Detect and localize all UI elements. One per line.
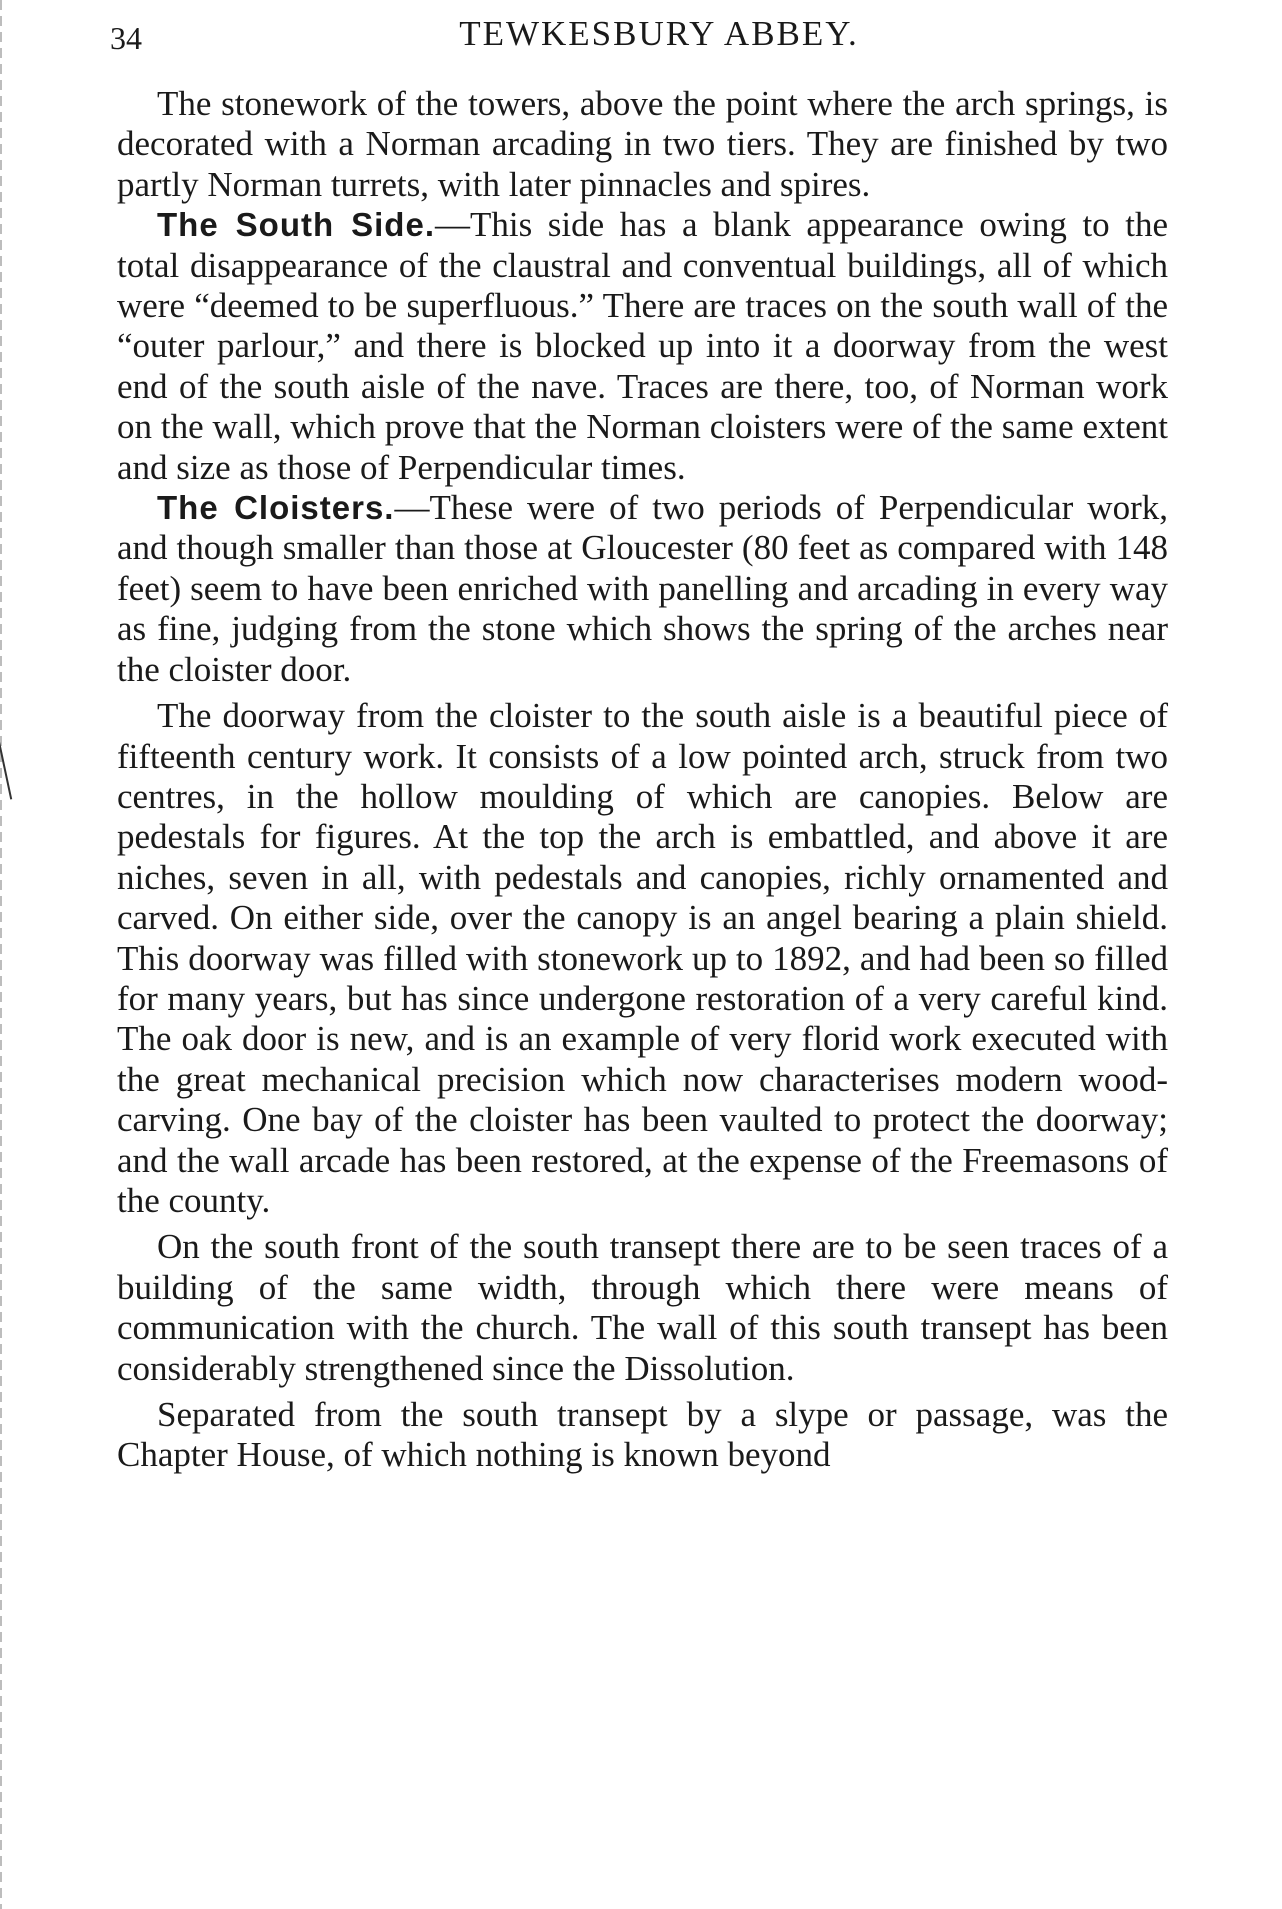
page-header xyxy=(110,6,1168,62)
page-edge xyxy=(0,0,2,1909)
paragraph-text: —This side has a blank appearance owing to the total disappearance of the claustral and conventual buildings, all of which were “deemed to be superfluous.” There are traces on the south wall of the “outer parlour,” and there is blocked up into it a doorway from the west end of the south aisle of the nave. Traces are there, too, of Norman work on the wall, which prove that the Norman cloisters were of the same extent and size as those of Perpendicular times. xyxy=(117,205,1168,487)
paragraph-cloisters xyxy=(117,488,1168,690)
paragraph-text: —These were of two periods of Perpendicular work, and though smaller than those at Gloucester (80 feet as compared with 148 feet) seem to have been enriched with panelling and arcading in every way as fine, judging from the stone which shows the spring of the arches near the cloister door. xyxy=(117,488,1168,689)
running-title: TEWKESBURY ABBEY. xyxy=(459,14,859,53)
section-heading: The South Side. xyxy=(157,206,435,244)
paragraph-text: Separated from the south transept by a slype or passage, was the Chapter House, of which nothing is known beyond xyxy=(117,1395,1168,1475)
paragraph-text: The doorway from the cloister to the south aisle is a beautiful piece of fifteenth century work. It consists of a low pointed arch, struck from two centres, in the hollow moulding of which are canopies. Below are pedestals for figures. At the top the arch is embattled, and above it are niches, seven in all, with pedestals and canopies, richly ornamented and carved. On either side, over the canopy is an angel bearing a plain shield. This doorway was filled with stonework up to 1892, and had been so filled for many years, but has since undergone restoration of a very careful kind. The oak door is new, and is an example of very florid work executed with the great mechanical precision which now characterises modern wood-carving. One bay of the cloister has been vaulted to protect the doorway; and the wall arcade has been restored, at the expense of the Freemasons of the county. xyxy=(117,696,1168,1220)
paragraph-towers xyxy=(117,84,1168,205)
paragraph-doorway xyxy=(117,696,1168,1221)
paragraph-text: On the south front of the south transept there are to be seen traces of a building of the same width, through which there were means of communication with the church. The wall of this south transept has been considerably strengthened since the Dissolution. xyxy=(117,1227,1168,1388)
paragraph-text: The stonework of the towers, above the point where the arch springs, is decorated with a Norman arcading in two tiers. They are finished by two partly Norman turrets, with later pinnacles and spires. xyxy=(117,84,1168,204)
paragraph-south-side xyxy=(117,205,1168,488)
page-number: 34 xyxy=(110,20,142,56)
body-text xyxy=(117,84,1168,1476)
paragraph-chapter-house xyxy=(117,1395,1168,1476)
section-heading: The Cloisters. xyxy=(157,489,395,527)
paragraph-south-front xyxy=(117,1227,1168,1389)
